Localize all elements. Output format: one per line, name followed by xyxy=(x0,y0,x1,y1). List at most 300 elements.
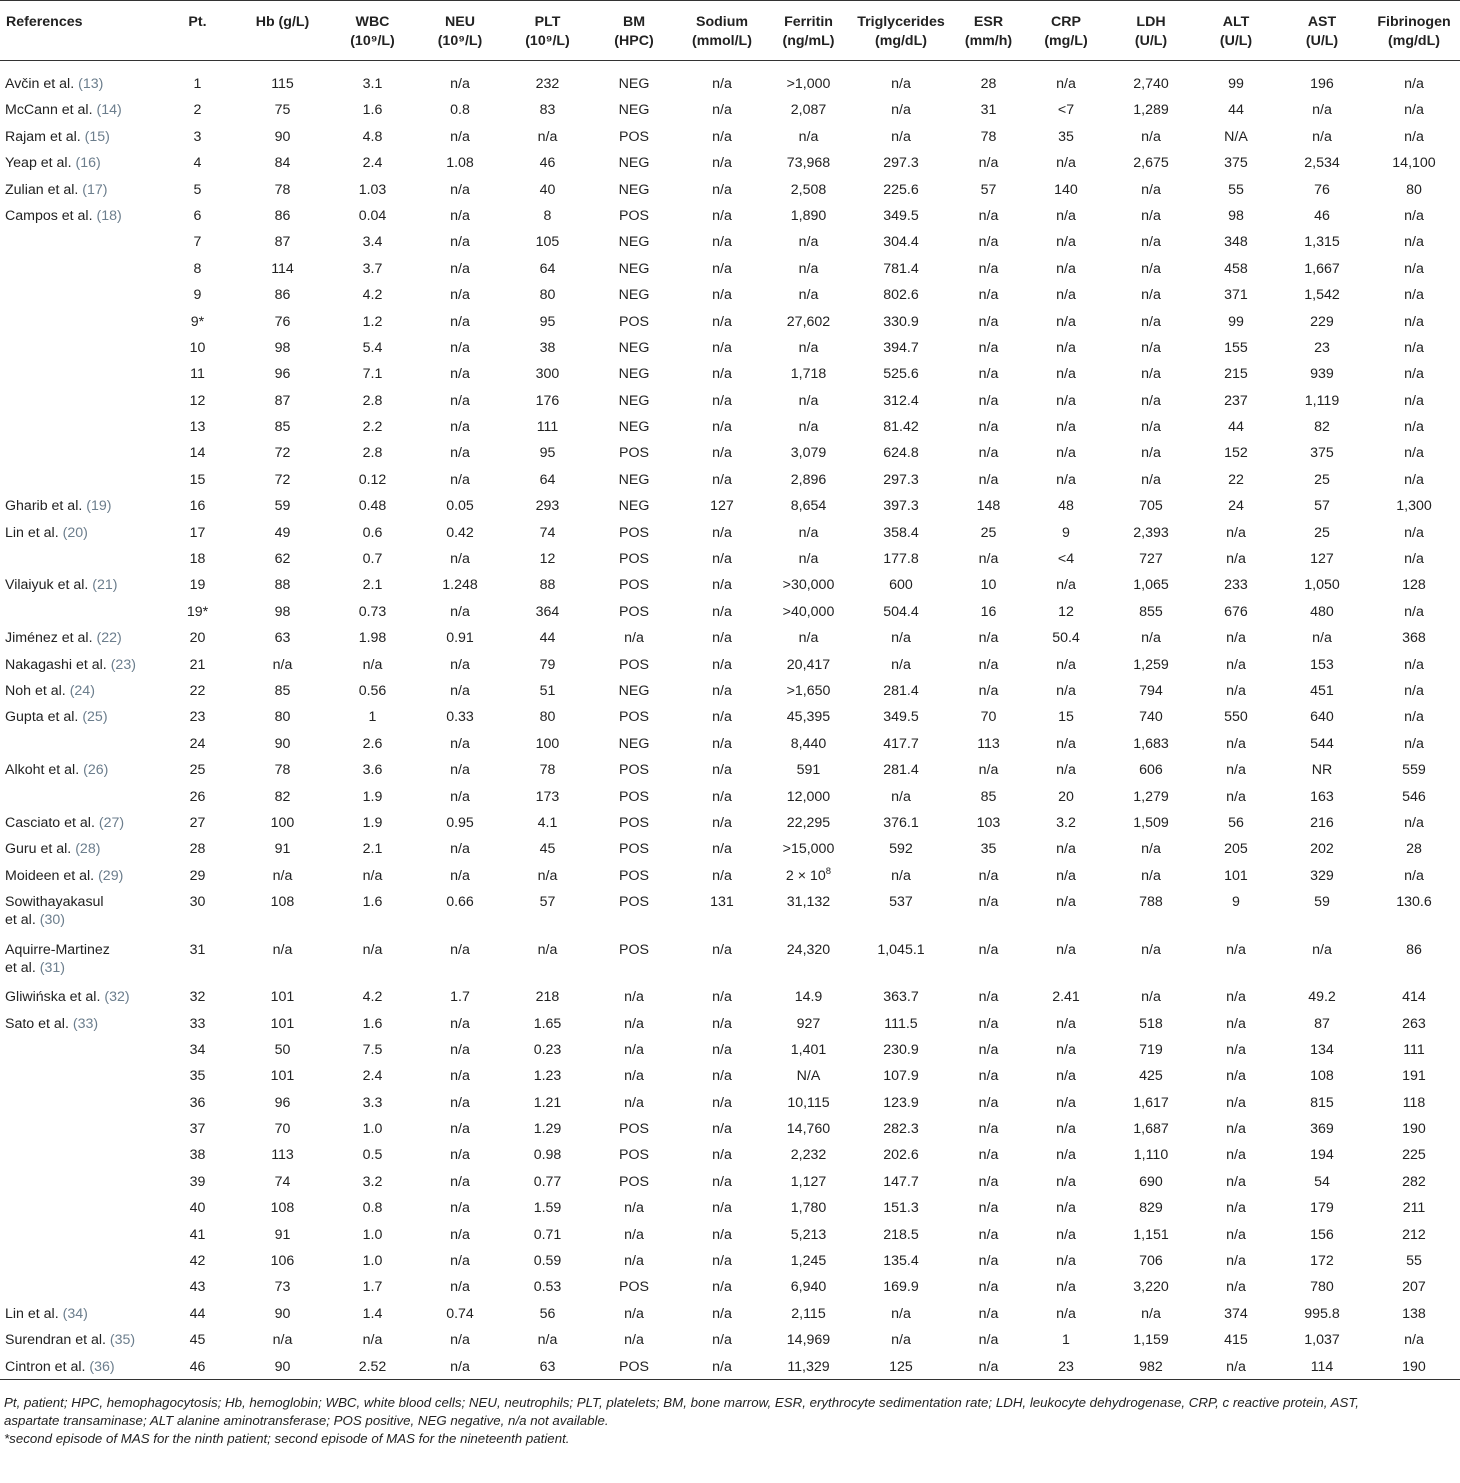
cell-value: 1,542 xyxy=(1304,287,1340,304)
data-cell xyxy=(678,335,766,361)
cell-value: n/a xyxy=(537,867,558,884)
cell-value: 18 xyxy=(189,551,206,568)
reference-citation-link[interactable]: (22) xyxy=(96,630,122,647)
cell-value: POS xyxy=(619,577,649,594)
data-cell xyxy=(1276,1301,1368,1327)
cell-value: n/a xyxy=(1141,867,1161,884)
cell-value: 78 xyxy=(980,128,997,145)
table-row xyxy=(0,889,1460,937)
column-header xyxy=(678,1,766,61)
cell-value: n/a xyxy=(272,867,293,884)
cell-value: 1.29 xyxy=(533,1121,562,1138)
cell-value: 1,509 xyxy=(1133,814,1169,831)
reference-cell xyxy=(0,97,160,123)
data-cell xyxy=(1106,863,1196,889)
data-cell xyxy=(1196,414,1276,440)
data-cell xyxy=(235,599,330,625)
data-cell xyxy=(951,440,1026,466)
data-cell xyxy=(415,177,505,203)
data-cell xyxy=(1106,124,1196,150)
cell-value: n/a xyxy=(1056,234,1076,251)
data-cell xyxy=(590,414,678,440)
data-cell xyxy=(1196,810,1276,836)
cell-value: n/a xyxy=(978,1094,999,1111)
reference-citation-link[interactable]: (36) xyxy=(89,1358,115,1375)
reference-citation-link[interactable]: (25) xyxy=(82,709,108,726)
reference-citation-link[interactable]: (32) xyxy=(104,989,130,1006)
cell-value: n/a xyxy=(1404,260,1424,277)
data-cell xyxy=(851,731,951,757)
data-cell xyxy=(330,546,415,572)
cell-value: 397.3 xyxy=(883,498,919,515)
cell-value: n/a xyxy=(978,287,999,304)
data-cell xyxy=(235,546,330,572)
data-cell xyxy=(1368,1301,1460,1327)
cell-value: 45 xyxy=(189,1332,206,1349)
data-cell xyxy=(851,493,951,519)
data-cell xyxy=(1368,229,1460,255)
data-cell xyxy=(1368,282,1460,308)
reference-citation-link[interactable]: (31) xyxy=(39,959,65,976)
data-cell xyxy=(1026,731,1106,757)
cell-value: 31 xyxy=(980,102,997,119)
cell-value: 57 xyxy=(1314,498,1330,515)
reference-citation-link[interactable]: (23) xyxy=(110,656,136,673)
reference-cell xyxy=(0,1142,160,1168)
reference-cell xyxy=(0,810,160,836)
cell-value: 1,045.1 xyxy=(877,941,925,958)
column-header-label: BM xyxy=(622,14,646,30)
column-header xyxy=(766,1,851,61)
data-cell xyxy=(851,1116,951,1142)
cell-value: n/a xyxy=(798,339,819,356)
data-cell xyxy=(235,71,330,97)
cell-value: n/a xyxy=(712,603,732,620)
data-cell xyxy=(1368,625,1460,651)
data-cell xyxy=(1276,1169,1368,1195)
reference-citation-link[interactable]: (24) xyxy=(69,682,95,699)
cell-value: POS xyxy=(619,709,649,726)
data-cell xyxy=(1276,1354,1368,1380)
cell-value: n/a xyxy=(712,234,732,251)
data-cell xyxy=(1276,731,1368,757)
cell-value: n/a xyxy=(978,1279,999,1296)
reference-citation-link[interactable]: (29) xyxy=(98,867,124,884)
column-header-label: References xyxy=(6,14,83,30)
cell-value: 50.4 xyxy=(1052,630,1080,647)
data-cell xyxy=(415,520,505,546)
data-cell xyxy=(330,256,415,282)
data-cell xyxy=(1276,520,1368,546)
reference-cell xyxy=(0,388,160,414)
data-cell xyxy=(766,652,851,678)
cell-value: n/a xyxy=(1226,1226,1246,1243)
cell-value: POS xyxy=(619,1358,649,1375)
reference-cell xyxy=(0,177,160,203)
reference-citation-link[interactable]: (19) xyxy=(86,498,112,515)
data-cell xyxy=(951,282,1026,308)
reference-cell xyxy=(0,124,160,150)
data-cell xyxy=(505,1354,590,1380)
cell-value: n/a xyxy=(450,1041,470,1058)
cell-value: POS xyxy=(619,867,649,884)
cell-value: n/a xyxy=(1056,260,1076,277)
reference-cell xyxy=(0,1222,160,1248)
cell-value: n/a xyxy=(450,1015,470,1032)
cell-value: 1 xyxy=(368,709,377,726)
table-row xyxy=(0,731,1460,757)
cell-value: 0.66 xyxy=(446,894,474,911)
data-cell xyxy=(1276,836,1368,862)
data-cell xyxy=(1196,1037,1276,1063)
data-cell xyxy=(1276,599,1368,625)
data-cell xyxy=(766,1090,851,1116)
cell-value: n/a xyxy=(1226,788,1246,805)
data-cell xyxy=(851,388,951,414)
cell-value: 63 xyxy=(539,1358,556,1375)
data-cell xyxy=(1276,71,1368,97)
data-cell xyxy=(1368,414,1460,440)
data-cell xyxy=(235,1169,330,1195)
reference-citation-link[interactable]: (17) xyxy=(82,181,108,198)
reference-citation-link[interactable]: (30) xyxy=(39,912,65,929)
data-cell xyxy=(1276,309,1368,335)
data-cell xyxy=(330,97,415,123)
data-cell xyxy=(766,124,851,150)
data-cell xyxy=(851,1195,951,1221)
cell-value: 1.9 xyxy=(362,788,383,805)
data-cell xyxy=(851,625,951,651)
cell-value: 114 xyxy=(1310,1358,1334,1375)
cell-value: n/a xyxy=(450,762,470,779)
cell-value: n/a xyxy=(891,128,911,145)
reference-cell xyxy=(0,625,160,651)
reference-cell xyxy=(0,361,160,387)
data-cell xyxy=(415,1274,505,1300)
cell-value: 70 xyxy=(274,1121,291,1138)
data-cell xyxy=(851,124,951,150)
cell-value: 640 xyxy=(1310,709,1334,726)
data-cell xyxy=(766,1037,851,1063)
data-cell xyxy=(415,704,505,730)
data-cell xyxy=(1276,652,1368,678)
data-cell xyxy=(235,361,330,387)
data-cell xyxy=(330,1274,415,1300)
data-cell xyxy=(951,493,1026,519)
cell-value: n/a xyxy=(712,941,732,958)
cell-value: n/a xyxy=(1404,814,1424,831)
data-cell xyxy=(1196,150,1276,176)
data-cell xyxy=(1196,652,1276,678)
data-cell xyxy=(415,678,505,704)
cell-value: 1.9 xyxy=(362,814,383,831)
data-cell xyxy=(678,1301,766,1327)
cell-value: 6 xyxy=(193,207,202,224)
table-row xyxy=(0,984,1460,1010)
data-cell xyxy=(1106,177,1196,203)
table-row xyxy=(0,625,1460,651)
data-cell xyxy=(1196,361,1276,387)
data-cell xyxy=(1026,124,1106,150)
cell-value: 118 xyxy=(1402,1094,1426,1111)
data-cell xyxy=(1196,546,1276,572)
cell-value: 719 xyxy=(1139,1041,1163,1058)
cell-value: 349.5 xyxy=(883,709,919,726)
reference-citation-link[interactable]: (35) xyxy=(109,1332,136,1349)
cell-value: n/a xyxy=(712,1147,732,1164)
cell-value: 263 xyxy=(1402,1015,1426,1032)
reference-author: Lin et al. xyxy=(5,1305,59,1322)
reference-citation-link[interactable]: (27) xyxy=(98,814,125,831)
table-row xyxy=(0,1327,1460,1353)
reference-cell xyxy=(0,757,160,783)
data-cell xyxy=(235,1063,330,1089)
data-cell xyxy=(1368,1195,1460,1221)
cell-value: NEG xyxy=(618,735,650,752)
data-cell xyxy=(235,335,330,361)
data-cell xyxy=(766,361,851,387)
data-cell xyxy=(1106,361,1196,387)
data-cell xyxy=(678,1248,766,1274)
data-cell xyxy=(851,704,951,730)
data-cell xyxy=(590,1011,678,1037)
data-cell xyxy=(235,1116,330,1142)
data-cell xyxy=(505,124,590,150)
reference-citation-link[interactable]: (13) xyxy=(78,76,104,92)
cell-value: 1.248 xyxy=(442,577,478,594)
data-cell xyxy=(678,1354,766,1380)
data-cell xyxy=(1106,984,1196,1010)
cell-value: 127 xyxy=(1310,551,1334,568)
reference-author: Sato et al. xyxy=(5,1015,69,1032)
cell-value: 5.4 xyxy=(362,339,383,356)
cell-value: POS xyxy=(619,841,649,858)
data-cell xyxy=(590,1327,678,1353)
reference-citation-link[interactable]: (16) xyxy=(75,155,101,172)
cell-value: 855 xyxy=(1139,603,1163,620)
data-cell xyxy=(1196,124,1276,150)
data-cell xyxy=(330,520,415,546)
cell-value: 544 xyxy=(1310,735,1334,752)
reference-author: Rajam et al. xyxy=(5,128,81,145)
reference-cell xyxy=(0,414,160,440)
cell-value: n/a xyxy=(712,1226,732,1243)
cell-value: 11 xyxy=(190,366,205,383)
data-cell xyxy=(330,1248,415,1274)
table-row xyxy=(0,282,1460,308)
reference-citation-link[interactable]: (15) xyxy=(84,128,110,145)
cell-value: n/a xyxy=(624,630,644,647)
reference-citation-link[interactable]: (28) xyxy=(75,841,101,858)
cell-value: POS xyxy=(619,207,649,224)
cell-value: 0.74 xyxy=(446,1305,474,1322)
data-cell xyxy=(766,810,851,836)
data-cell xyxy=(1196,440,1276,466)
reference-citation-link[interactable]: (34) xyxy=(62,1305,88,1322)
reference-cell xyxy=(0,678,160,704)
cell-value: n/a xyxy=(450,788,470,805)
cell-value: POS xyxy=(619,894,649,911)
data-cell xyxy=(1026,1222,1106,1248)
data-cell xyxy=(1196,520,1276,546)
data-cell xyxy=(1106,1274,1196,1300)
cell-value: 371 xyxy=(1224,287,1248,304)
cell-value: 364 xyxy=(535,603,560,620)
reference-author: Cintron et al. xyxy=(5,1358,86,1375)
data-cell xyxy=(415,150,505,176)
data-cell xyxy=(766,1169,851,1195)
cell-value: 73 xyxy=(274,1279,291,1296)
cell-value: 22 xyxy=(189,682,206,699)
cell-value: 24,320 xyxy=(786,941,831,958)
cell-value: 1,718 xyxy=(790,366,827,383)
cell-value: n/a xyxy=(1056,735,1076,752)
data-cell xyxy=(851,1011,951,1037)
data-cell xyxy=(1276,467,1368,493)
data-cell xyxy=(1196,1142,1276,1168)
cell-value: 35 xyxy=(980,841,997,858)
cell-value: 9* xyxy=(190,313,205,330)
data-cell xyxy=(1026,937,1106,985)
table-body xyxy=(0,61,1460,1380)
cell-value: <7 xyxy=(1057,102,1075,119)
cell-value: 1.6 xyxy=(362,894,383,911)
data-cell xyxy=(590,652,678,678)
data-cell xyxy=(235,652,330,678)
data-cell xyxy=(766,282,851,308)
data-cell xyxy=(1276,810,1368,836)
data-cell xyxy=(330,414,415,440)
data-cell xyxy=(951,309,1026,335)
cell-value: 72 xyxy=(274,445,291,462)
reference-author: Yeap et al. xyxy=(5,155,72,172)
cell-value: 781.4 xyxy=(883,260,919,277)
data-cell xyxy=(505,1327,590,1353)
reference-cell xyxy=(0,520,160,546)
reference-citation-link[interactable]: (20) xyxy=(62,524,88,541)
cell-value: NEG xyxy=(618,155,650,172)
data-cell xyxy=(678,1116,766,1142)
reference-citation-link[interactable]: (33) xyxy=(72,1015,99,1032)
data-cell xyxy=(766,1354,851,1380)
cell-value: >40,000 xyxy=(782,603,835,620)
data-cell xyxy=(1026,1327,1106,1353)
cell-value: 1.0 xyxy=(362,1226,383,1243)
data-cell xyxy=(505,1090,590,1116)
data-cell xyxy=(505,361,590,387)
data-cell xyxy=(590,229,678,255)
cell-value: 29 xyxy=(189,867,206,884)
data-cell xyxy=(505,440,590,466)
data-cell xyxy=(951,467,1026,493)
data-cell xyxy=(951,1011,1026,1037)
reference-cell xyxy=(0,1274,160,1300)
column-header xyxy=(1196,1,1276,61)
column-header-label: LDH xyxy=(1136,14,1166,30)
cell-value: 727 xyxy=(1139,551,1163,568)
data-cell xyxy=(415,1195,505,1221)
data-cell xyxy=(1196,984,1276,1010)
cell-value: n/a xyxy=(978,682,999,699)
data-cell xyxy=(1368,124,1460,150)
table-row xyxy=(0,1063,1460,1089)
cell-value: n/a xyxy=(537,1332,558,1349)
cell-value: POS xyxy=(619,1173,649,1190)
data-cell xyxy=(766,229,851,255)
reference-author: McCann et al. xyxy=(5,102,93,119)
cell-value: n/a xyxy=(1404,128,1424,145)
cell-value: 28 xyxy=(189,841,206,858)
data-cell xyxy=(766,1327,851,1353)
cell-value: n/a xyxy=(1226,1173,1246,1190)
cell-value: 80 xyxy=(1406,181,1422,198)
data-cell xyxy=(851,335,951,361)
cell-value: 927 xyxy=(796,1015,821,1032)
data-cell xyxy=(590,889,678,937)
cell-value: 216 xyxy=(1310,814,1334,831)
data-cell xyxy=(590,440,678,466)
cell-value: n/a xyxy=(1226,682,1246,699)
cell-value: n/a xyxy=(1056,867,1076,884)
reference-author: Zulian et al. xyxy=(5,181,79,198)
cell-value: 0.6 xyxy=(362,524,383,541)
cell-value: n/a xyxy=(1056,1226,1076,1243)
data-cell xyxy=(1368,71,1460,97)
cell-value: n/a xyxy=(1226,630,1246,647)
reference-author: Noh et al. xyxy=(5,682,66,699)
cell-value: 57 xyxy=(980,181,997,198)
cell-value: n/a xyxy=(450,1226,470,1243)
column-header xyxy=(235,1,330,61)
cell-value: 0.73 xyxy=(358,603,387,620)
cell-value: n/a xyxy=(1141,260,1161,277)
data-cell xyxy=(235,937,330,985)
data-cell xyxy=(590,757,678,783)
cell-value: n/a xyxy=(450,1358,470,1375)
data-cell xyxy=(951,784,1026,810)
cell-value: n/a xyxy=(978,867,999,884)
cell-value: n/a xyxy=(624,1015,644,1032)
data-cell xyxy=(678,440,766,466)
table-footnotes xyxy=(0,1380,1460,1448)
data-cell xyxy=(330,388,415,414)
data-cell xyxy=(330,467,415,493)
data-cell xyxy=(590,309,678,335)
reference-citation-link[interactable]: (18) xyxy=(96,207,122,224)
reference-citation-link[interactable]: (26) xyxy=(83,762,109,779)
data-cell xyxy=(415,546,505,572)
data-cell xyxy=(766,1248,851,1274)
column-header-unit: (mm/h) xyxy=(964,33,1013,49)
cell-value: 0.71 xyxy=(533,1226,562,1243)
reference-citation-link[interactable]: (21) xyxy=(92,577,118,594)
cell-value: 550 xyxy=(1224,709,1248,726)
cell-value: n/a xyxy=(1056,1041,1076,1058)
cell-value: 1.2 xyxy=(362,313,383,330)
reference-citation-link[interactable]: (14) xyxy=(96,102,122,119)
cell-value: n/a xyxy=(978,1358,999,1375)
cell-value: 28 xyxy=(1406,841,1422,858)
cell-value: 1.6 xyxy=(362,1015,383,1032)
reference-cell xyxy=(0,1301,160,1327)
data-cell xyxy=(951,1301,1026,1327)
cell-value: 87 xyxy=(1314,1015,1330,1032)
cell-value: n/a xyxy=(712,551,732,568)
cell-value: n/a xyxy=(712,577,732,594)
cell-value: 75 xyxy=(274,102,291,119)
cell-value: n/a xyxy=(1226,1068,1246,1085)
table-row xyxy=(0,309,1460,335)
